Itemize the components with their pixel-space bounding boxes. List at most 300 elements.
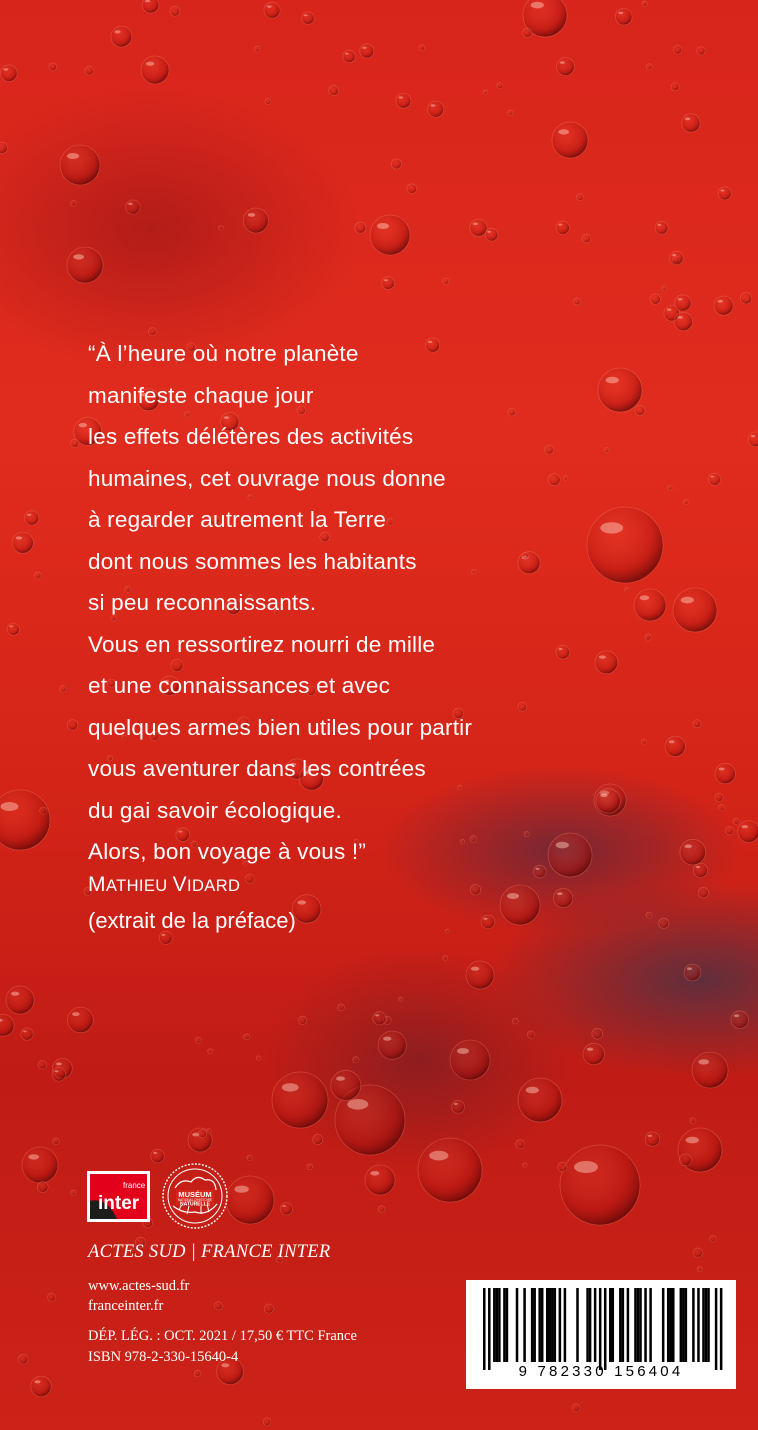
url-france-inter: franceinter.fr [88, 1298, 164, 1314]
barcode-bar [559, 1288, 562, 1362]
bubble [642, 739, 647, 744]
bubble-highlight [3, 68, 8, 70]
bubble [331, 1070, 361, 1100]
bubble-highlight [657, 224, 661, 226]
bubble [445, 929, 449, 933]
barcode-bar [488, 1288, 491, 1370]
barcode-bar [672, 1288, 675, 1362]
barcode [466, 1280, 736, 1389]
barcode-bar [622, 1288, 625, 1362]
bubble-highlight [667, 309, 672, 311]
bubble [485, 228, 498, 241]
bubble [382, 277, 395, 290]
bubble [572, 1404, 580, 1412]
bubble-highlight [558, 129, 569, 134]
barcode-left-group: 782330 [537, 1363, 607, 1380]
bubble [6, 986, 34, 1014]
bubble [343, 50, 355, 62]
bubble [264, 2, 280, 18]
bubble [646, 912, 652, 918]
bubble-highlight [687, 967, 692, 970]
bubble-highlight [560, 61, 565, 64]
bubble [244, 1034, 250, 1040]
bubble [257, 1056, 261, 1060]
bubble-highlight [153, 1152, 157, 1154]
barcode-bar [720, 1288, 723, 1370]
barcode-bar [483, 1288, 486, 1370]
publisher-line: ACTES SUD | FRANCE INTER [88, 1242, 331, 1262]
bubble [740, 293, 751, 304]
barcode-bar [644, 1288, 647, 1362]
bubble [151, 1149, 164, 1162]
bubble [690, 1118, 696, 1124]
bubble [0, 142, 7, 153]
barcode-bar [531, 1288, 534, 1362]
bubble-highlight [487, 231, 491, 233]
bubble-highlight [72, 1012, 80, 1016]
bubble [671, 83, 679, 91]
bubble-highlight [677, 316, 683, 319]
barcode-bar [649, 1288, 652, 1362]
bubble [243, 208, 268, 233]
bubble [670, 251, 683, 264]
bubble [684, 964, 701, 981]
bubble [71, 439, 79, 447]
bubble [338, 1004, 345, 1011]
bubble-highlight [28, 1154, 39, 1159]
bubble-highlight [115, 30, 121, 33]
bubble [313, 1134, 323, 1144]
bubble [443, 278, 449, 284]
bubble [697, 47, 705, 55]
bubble [554, 888, 573, 907]
bubble-highlight [282, 1205, 286, 1207]
bubble [265, 98, 271, 104]
bubble-highlight [669, 740, 675, 743]
bubble-highlight [399, 96, 403, 98]
bubble [650, 294, 660, 304]
bubble-highlight [248, 213, 255, 217]
bubble [659, 918, 669, 928]
bubble [170, 6, 180, 16]
bubble [527, 1031, 534, 1038]
author-first-rest: ATHIEU [105, 877, 173, 895]
barcode-bar [612, 1288, 615, 1362]
bubble [481, 915, 495, 929]
bubble [693, 863, 707, 877]
isbn-text: ISBN 978-2-330-15640-4 [88, 1349, 239, 1365]
bubble [195, 1037, 201, 1043]
barcode-lead-digit: 9 [518, 1363, 531, 1380]
bubble [673, 588, 717, 632]
bubble [466, 961, 494, 989]
legal-deposit: DÉP. LÉG. : OCT. 2021 / 17,50 € TTC France [88, 1328, 357, 1344]
bubble-highlight [34, 1380, 40, 1383]
bubble [247, 1155, 252, 1160]
france-inter-logo [87, 1171, 150, 1222]
quote-line: et une connaissances et avec [88, 673, 391, 698]
bubble [715, 763, 735, 783]
barcode-bar [662, 1288, 665, 1362]
bubble [1, 65, 18, 82]
barcode-bar [634, 1288, 637, 1362]
bubble [625, 588, 629, 592]
barcode-bar [619, 1288, 622, 1362]
bubble-highlight [457, 1048, 469, 1054]
bubble [22, 1147, 58, 1183]
bubble-highlight [685, 118, 691, 121]
bubble [67, 720, 77, 730]
bubble [365, 1165, 395, 1195]
inter-logo-big-text: inter [98, 1193, 140, 1214]
barcode-bar [586, 1288, 589, 1362]
barcode-bar [538, 1288, 541, 1362]
bubble-highlight [431, 104, 436, 106]
bubble [583, 1043, 604, 1064]
barcode-bar [697, 1288, 700, 1362]
bubble-highlight [454, 1103, 458, 1105]
bubble [634, 589, 666, 621]
inter-logo-small-text: france [123, 1181, 146, 1190]
bubble [500, 885, 540, 925]
bubble [71, 201, 77, 207]
bubble-highlight [696, 866, 700, 868]
bubble-highlight [741, 825, 748, 828]
bubble-highlight [684, 844, 692, 848]
barcode-bar [493, 1288, 496, 1362]
bubble-highlight [473, 223, 478, 226]
bubble-highlight [618, 12, 623, 14]
quote-line: quelques armes bien utiles pour partir [88, 714, 473, 740]
bubble [53, 1138, 60, 1145]
quote-line: vous aventurer dans les contrées [88, 756, 426, 781]
bubble [226, 1176, 274, 1224]
bubble-highlight [161, 934, 165, 936]
bubble [391, 159, 401, 169]
barcode-bar [564, 1288, 567, 1362]
bubble [302, 12, 314, 24]
bubble-highlight [678, 298, 683, 300]
bubble-highlight [67, 153, 79, 159]
quote-line: Vous en ressortirez nourri de mille [88, 631, 436, 657]
museum-seal-logo [161, 1162, 229, 1230]
bubble-highlight [648, 1135, 652, 1137]
bubble [18, 1354, 28, 1364]
bubble [198, 1130, 206, 1138]
bubble-highlight [128, 203, 132, 205]
barcode-bar [669, 1288, 672, 1362]
bubble-highlight [297, 900, 306, 904]
bubble-highlight [11, 992, 19, 996]
barcode-bar [637, 1288, 640, 1362]
bubble [373, 1012, 386, 1025]
bubble-highlight [375, 1014, 379, 1016]
bubble [582, 234, 590, 242]
bubble [329, 86, 339, 96]
bubble [38, 1061, 46, 1069]
barcode-digits [466, 1363, 736, 1380]
bubble [49, 63, 57, 71]
bubble [667, 485, 672, 490]
bubble [60, 686, 66, 692]
bubble-highlight [719, 768, 725, 771]
bubble [483, 90, 487, 94]
bubble-highlight [720, 190, 724, 192]
bubble [245, 874, 254, 883]
bubble [665, 736, 685, 756]
bubble [682, 114, 700, 132]
bubble [272, 1072, 328, 1128]
bubble [655, 221, 668, 234]
bubble [645, 1132, 659, 1146]
bubble [470, 219, 487, 236]
quote-line: dont nous sommes les habitants [88, 548, 417, 574]
bubble [126, 200, 140, 214]
bubble [293, 895, 321, 923]
barcode-bar [576, 1288, 579, 1362]
bubble [263, 1418, 271, 1426]
bubble-highlight [471, 967, 479, 971]
barcode-bar [523, 1288, 526, 1362]
barcode-bar [506, 1288, 509, 1362]
bubble-highlight [640, 595, 650, 600]
bubble [725, 827, 733, 835]
bubble [558, 1162, 567, 1171]
author-first-initial: M [88, 873, 106, 896]
bubble [645, 634, 651, 640]
bubble [592, 1028, 603, 1039]
bubble [255, 46, 260, 51]
bubble-highlight [531, 2, 544, 9]
bubble [141, 56, 169, 84]
bubble [697, 1267, 702, 1272]
bubble [219, 226, 224, 231]
bubble [708, 473, 720, 485]
bubble [194, 1370, 200, 1376]
bubble [67, 247, 103, 283]
bubble [85, 66, 94, 75]
bubble [693, 1248, 702, 1257]
bubble [518, 1078, 562, 1122]
bubble [683, 500, 688, 505]
museum-line-3: NATURELLE [180, 1201, 210, 1208]
bubble [71, 1190, 76, 1195]
quote-author [88, 873, 240, 897]
bubble-highlight [483, 918, 487, 920]
bubble [508, 110, 513, 115]
quote-line: “À l’heure où notre planète [88, 341, 359, 366]
bubble [25, 511, 39, 525]
bubble [615, 8, 632, 25]
quote-line: à regarder autrement la Terre [88, 507, 387, 532]
bubble-highlight [362, 47, 366, 49]
bubble [577, 194, 584, 201]
bubble-highlight [73, 254, 84, 259]
bubble-highlight [672, 254, 676, 256]
bubble [378, 1206, 385, 1213]
bubble [299, 1016, 307, 1024]
bubble [360, 44, 374, 58]
bubble [48, 1293, 56, 1301]
bubble [52, 1068, 66, 1082]
barcode-bar [496, 1288, 499, 1362]
url-actes-sud: www.actes-sud.fr [88, 1278, 190, 1294]
bubble [396, 93, 411, 108]
bubble-highlight [717, 300, 723, 303]
barcode-bar [554, 1288, 557, 1362]
bubble-highlight [304, 14, 308, 16]
barcode-bar [549, 1288, 552, 1362]
bubble [674, 312, 692, 330]
bubble [738, 821, 758, 843]
bubble [428, 101, 444, 117]
bubble-highlight [734, 1014, 739, 1017]
museum-line-2: NATIONAL D'HISTOIRE [177, 1198, 213, 1202]
bubble [556, 221, 569, 234]
barcode-bar [498, 1288, 501, 1362]
bubble [693, 720, 701, 728]
barcode-bar [667, 1288, 670, 1362]
bubble [353, 1057, 359, 1063]
barcode-bar [546, 1288, 549, 1362]
bubble [208, 1049, 213, 1054]
bubble-highlight [79, 423, 87, 427]
museum-line-1: MUSÉUM [178, 1190, 212, 1199]
quote-line: les effets délétères des activités [88, 424, 414, 449]
author-last-rest: IDARD [187, 877, 241, 895]
bubble [560, 1145, 640, 1225]
bubble-highlight [383, 1037, 391, 1041]
bubble-highlight [345, 53, 349, 55]
bubble-highlight [587, 1048, 593, 1051]
barcode-right-group: 156404 [614, 1363, 684, 1380]
bubble [214, 1302, 222, 1310]
quote-line: manifeste chaque jour [88, 382, 314, 408]
bubble [407, 184, 417, 194]
bubble-highlight [751, 435, 755, 437]
bubble [523, 1163, 527, 1167]
barcode-bar [680, 1288, 683, 1362]
barcode-bar [516, 1288, 519, 1362]
bubble [307, 1164, 313, 1170]
barcode-bar [589, 1288, 592, 1362]
quote-line: si peu reconnaissants. [88, 590, 317, 615]
bubble-highlight [370, 1171, 379, 1176]
bubble [710, 1236, 716, 1242]
bubble [680, 1154, 692, 1166]
bubble [718, 187, 731, 200]
bubble [280, 1203, 292, 1215]
bubble-highlight [526, 1087, 539, 1094]
bubble [552, 122, 588, 158]
barcode-bar [599, 1288, 602, 1370]
bubble-highlight [56, 1062, 62, 1065]
bubble [557, 58, 575, 76]
barcode-bar [707, 1288, 710, 1362]
bubble [748, 432, 758, 447]
bubble [698, 888, 708, 898]
bubble-highlight [429, 1151, 448, 1161]
bubble-highlight [681, 597, 694, 604]
bubble [512, 1018, 518, 1024]
bubble [673, 45, 682, 54]
bubble [733, 818, 739, 824]
barcode-bar [503, 1288, 506, 1362]
bubble [419, 45, 425, 51]
bubble [264, 1304, 273, 1313]
bubble [675, 295, 691, 311]
bubble-highlight [347, 1099, 368, 1110]
bubble [7, 623, 19, 635]
bubble [31, 1376, 51, 1396]
bubble [574, 298, 581, 305]
bubble-highlight [23, 1030, 27, 1032]
barcode-bar [705, 1288, 708, 1362]
bubble [37, 1182, 48, 1193]
barcode-bar [702, 1288, 705, 1362]
barcode-bar [682, 1288, 685, 1362]
bubble [207, 1129, 211, 1133]
barcode-bar [533, 1288, 536, 1362]
bubble-highlight [146, 62, 154, 66]
quote-line: Alors, bon voyage à vous !” [88, 839, 367, 864]
barcode-bar [551, 1288, 554, 1362]
preface-quote [88, 333, 608, 873]
bubble [418, 1138, 482, 1202]
bubble [470, 885, 480, 895]
bubble-highlight [55, 1070, 59, 1072]
bubble-highlight [698, 1059, 709, 1064]
bubble-highlight [16, 536, 22, 539]
bubble [12, 532, 33, 553]
author-last-initial: V [172, 873, 187, 896]
bubble-highlight [710, 476, 714, 478]
bubble [142, 0, 159, 13]
bubble [60, 145, 100, 185]
bubble-highlight [1, 802, 19, 811]
bubble [0, 1014, 14, 1036]
bubble-highlight [507, 893, 519, 899]
bubble [40, 807, 47, 814]
bubble-highlight [336, 1076, 345, 1080]
bubble [111, 26, 132, 47]
barcode-bar [692, 1288, 695, 1362]
barcode-bar [685, 1288, 688, 1362]
barcode-bar [541, 1288, 544, 1362]
bubble [399, 997, 403, 1001]
quote-line: humaines, cet ouvrage nous donne [88, 465, 446, 491]
bubble-highlight [384, 279, 388, 281]
bubble [680, 839, 706, 865]
barcode-bar [715, 1288, 718, 1370]
bubble [731, 1011, 749, 1029]
barcode-bar [594, 1288, 597, 1362]
bubble [719, 805, 725, 811]
bubble-highlight [574, 1161, 598, 1173]
bubble [378, 1031, 406, 1059]
bubble-highlight [686, 1137, 699, 1144]
barcode-bar [627, 1288, 630, 1362]
bubble [714, 296, 733, 315]
bubble [452, 1100, 465, 1113]
bubble [355, 222, 366, 233]
barcode-bar [639, 1288, 642, 1362]
bubble [715, 793, 723, 801]
bubble [35, 572, 41, 578]
bubble [635, 405, 645, 415]
bubble [523, 28, 532, 37]
bubble-highlight [9, 625, 13, 627]
